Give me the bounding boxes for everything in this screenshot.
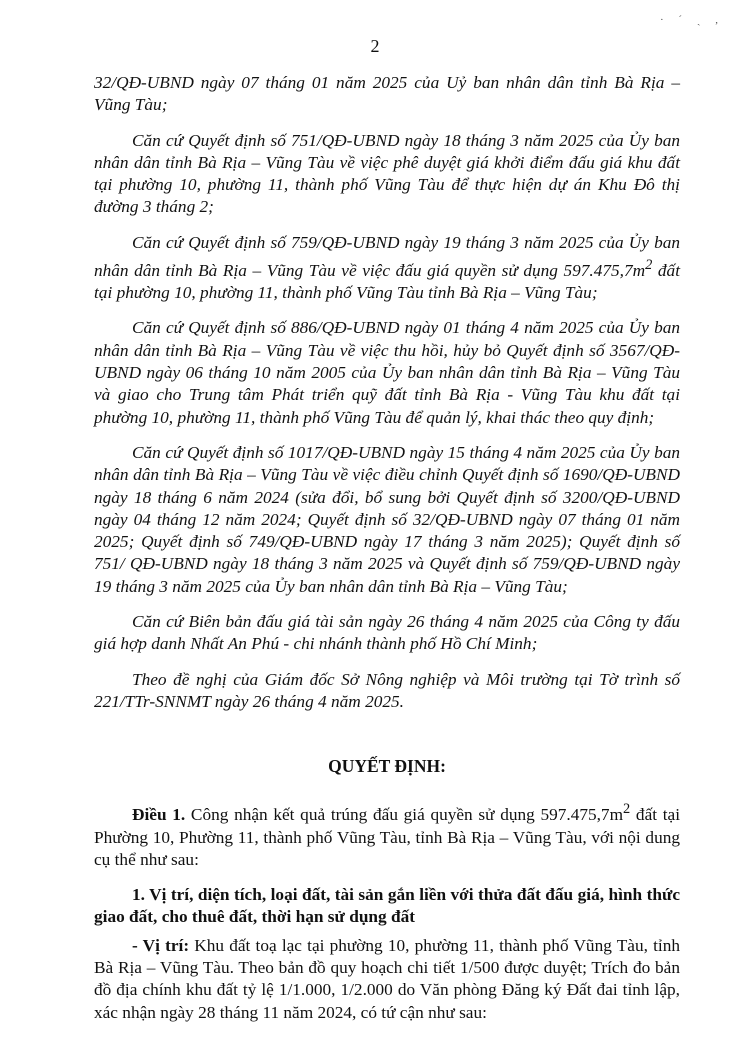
legal-basis-759 [94, 232, 680, 305]
corner-marks: · ˊ ˎ , [660, 14, 724, 26]
page-number: 2 [370, 36, 380, 56]
document-body [94, 72, 680, 1024]
decision-title: QUYẾT ĐỊNH: [328, 756, 446, 777]
location-paragraph [94, 935, 680, 1024]
article-label: Điều 1. [132, 805, 186, 825]
text-segment: Khu đất toạ lạc tại phường 10, phường 11, thành phố Vũng Tàu, tỉnh Bà Rịa – Vũng Tàu. Theo bản đồ quy hoạch chi tiết 1/500 được duyệt; Trích đo bản đồ địa chính khu đất tỷ lệ 1/1.000, 1/2.000 do Văn phòng Đăng ký Đất đai tỉnh lập, xác nhận ngày 28 tháng 11 năm 2024, có tứ cận như sau: [94, 935, 680, 1022]
proposal-basis: Theo đề nghị của Giám đốc Sở Nông nghiệp và Môi trường tại Tờ trình số 221/TTr-SNNMT ngày 26 tháng 4 năm 2025. [94, 669, 680, 711]
text-segment: đất tại phường 10, phường 11, thành phố Vũng Tàu tỉnh Bà Rịa – Vũng Tàu; [94, 260, 680, 303]
superscript: 2 [623, 801, 631, 818]
article-1 [94, 798, 680, 871]
legal-basis-886: Căn cứ Quyết định số 886/QĐ-UBND ngày 01 tháng 4 năm 2025 của Ủy ban nhân dân tỉnh Bà Rịa – Vũng Tàu về việc thu hồi, hủy bỏ Quyết định số 3567/QĐ-UBND ngày 06 tháng 10 năm 2005 của Ủy ban nhân dân tỉnh Bà Rịa – Vũng Tàu và giao cho Trung tâm Phát triển quỹ đất tỉnh Bà Rịa - Vũng Tàu khu đất tại phường 10, phường 11, thành phố Vũng Tàu để quản lý, khai thác theo quy định; [94, 318, 680, 427]
text-segment: đất tại Phường 10, Phường 11, thành phố Vũng Tàu, tỉnh Bà Rịa – Vũng Tàu, với nội dung cụ thể như sau: [94, 805, 681, 869]
location-label: - Vị trí: [132, 935, 190, 955]
section-1-title: 1. Vị trí, diện tích, loại đất, tài sản gắn liền với thửa đất đấu giá, hình thức giao đất, cho thuê đất, thời hạn sử dụng đất [94, 885, 680, 927]
legal-basis-1017: Căn cứ Quyết định số 1017/QĐ-UBND ngày 15 tháng 4 năm 2025 của Ủy ban nhân dân tỉnh Bà Rịa – Vũng Tàu về việc điều chỉnh Quyết định số 1690/QĐ-UBND ngày 18 tháng 6 năm 2024 (sửa đổi, bổ sung bởi Quyết định số 3200/QĐ-UBND ngày 04 tháng 12 năm 2024; Quyết định số 32/QĐ-UBND ngày 07 tháng 01 năm 2025; Quyết định số 749/QĐ-UBND ngày 17 tháng 3 năm 2025); Quyết định số 751/ QĐ-UBND ngày 18 tháng 3 năm 2025 và Quyết định số 759/QĐ-UBND ngày 19 tháng 3 năm 2025 của Ủy ban nhân dân tỉnh Bà Rịa – Vũng Tàu; [94, 442, 680, 596]
preamble-continuation: 32/QĐ-UBND ngày 07 tháng 01 năm 2025 của Uỷ ban nhân dân tỉnh Bà Rịa – Vũng Tàu; [94, 73, 680, 115]
superscript: 2 [645, 257, 653, 274]
text-segment: Căn cứ Quyết định số 759/QĐ-UBND ngày 19 tháng 3 năm 2025 của Ủy ban nhân dân tỉnh Bà Rịa – Vũng Tàu về việc đấu giá quyền sử dụng 597.475,7m [94, 232, 680, 280]
legal-basis-auction-record: Căn cứ Biên bản đấu giá tài sản ngày 26 tháng 4 năm 2025 của Công ty đấu giá hợp danh Nhất An Phú - chi nhánh thành phố Hồ Chí Minh; [94, 612, 680, 654]
text-segment: Công nhận kết quả trúng đấu giá quyền sử dụng 597.475,7m [185, 805, 624, 825]
legal-basis-751: Căn cứ Quyết định số 751/QĐ-UBND ngày 18 tháng 3 năm 2025 của Ủy ban nhân dân tỉnh Bà Rịa – Vũng Tàu về việc phê duyệt giá khởi điểm đấu giá khu đất tại phường 10, phường 11, thành phố Vũng Tàu để thực hiện dự án Khu Đô thị đường 3 tháng 2; [94, 130, 680, 217]
